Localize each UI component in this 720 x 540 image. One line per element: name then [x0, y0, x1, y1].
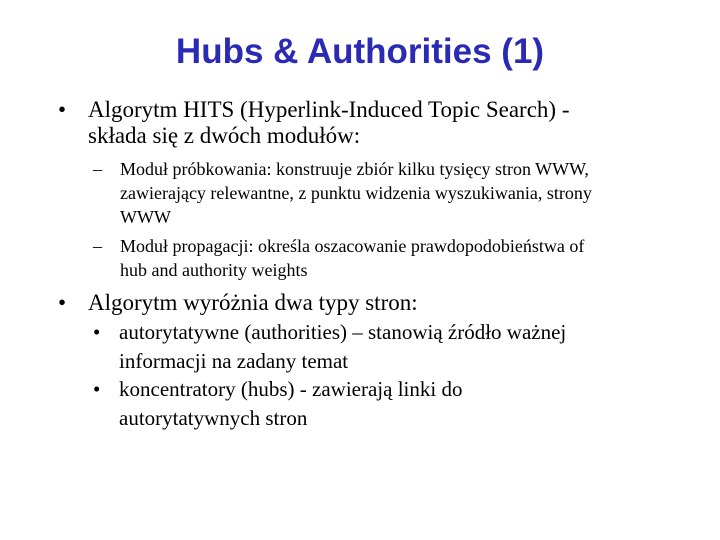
- slide-title: Hubs & Authorities (1): [175, 32, 545, 71]
- bullet-text-line: Algorytm HITS (Hyperlink-Induced Topic Search) -: [88, 97, 570, 122]
- dash-marker: –: [93, 159, 102, 179]
- bullet-text-line: składa się z dwóch modułów:: [88, 123, 361, 148]
- sub-bullet-text-line: zawierający relewantne, z punktu widzenia wyszukiwania, strony: [120, 183, 592, 203]
- sub-bullet-text-line: Moduł próbkowania: konstruuje zbiór kilku tysięcy stron WWW,: [120, 159, 589, 179]
- sub-bullet-text-line: autorytatywne (authorities) – stanowią źródło ważnej: [119, 320, 567, 344]
- sub-bullet-text-line: koncentratory (hubs) - zawierają linki do: [119, 377, 463, 401]
- bullet-marker: •: [93, 320, 101, 344]
- sub-bullet-text-line: informacji na zadany temat: [119, 349, 349, 373]
- bullet-marker: •: [93, 377, 101, 401]
- sub-bullet-text-line: WWW: [120, 207, 171, 227]
- sub-bullet-text-line: Moduł propagacji: określa oszacowanie prawdopodobieństwa of: [120, 236, 585, 256]
- sub-bullet-text-line: hub and authority weights: [120, 260, 308, 280]
- bullet-marker: •: [58, 97, 67, 122]
- bullet-marker: •: [58, 290, 67, 315]
- sub-bullet-text-line: autorytatywnych stron: [119, 406, 308, 430]
- bullet-text-line: Algorytm wyróżnia dwa typy stron:: [88, 290, 418, 315]
- dash-marker: –: [93, 236, 102, 256]
